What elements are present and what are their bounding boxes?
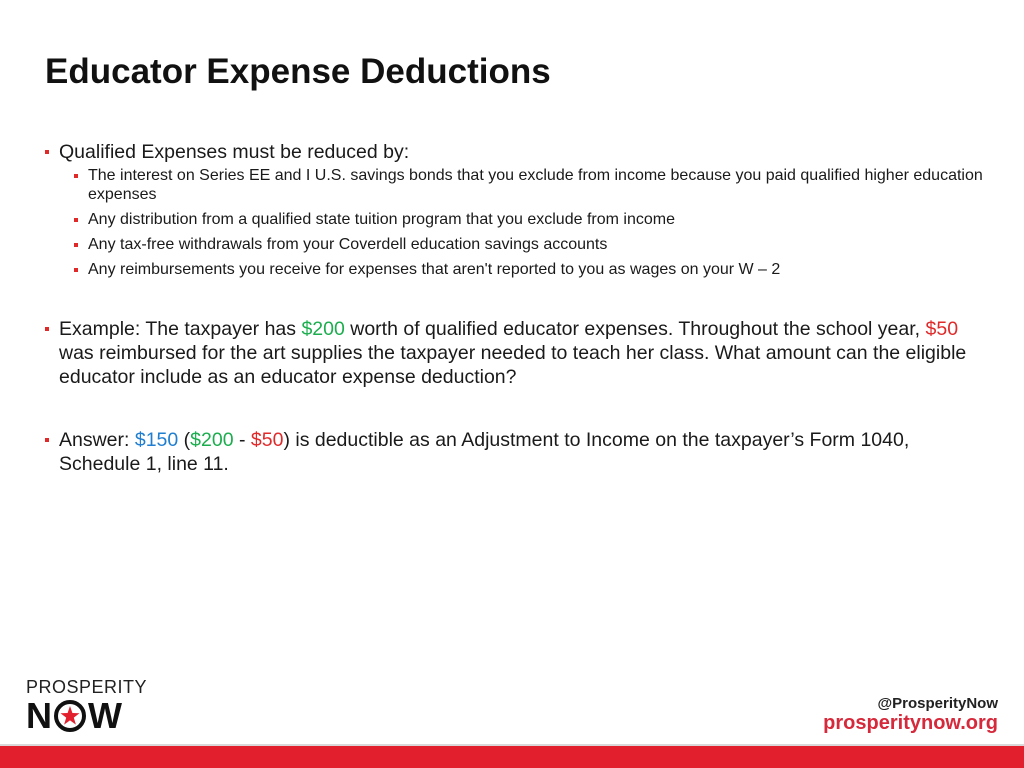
slide-content [43, 140, 993, 476]
bullet-answer [43, 428, 993, 476]
sub-bullet-marker [74, 268, 78, 272]
answer-amount-200: $200 [190, 429, 234, 451]
example-text-1: Example: The taxpayer has [59, 318, 302, 340]
sub-bullet-coverdell [43, 235, 993, 254]
sub-bullet-savings-bonds [43, 166, 993, 204]
answer-amount-50: $50 [250, 429, 284, 451]
sub-bullet-tuition-program [43, 210, 993, 229]
sub-bullet-text: Any reimbursements you receive for expenses that aren't reported to you as wages on your W – 2 [88, 261, 781, 278]
website-link[interactable]: prosperitynow.org [823, 712, 998, 734]
example-text-3: was reimbursed for the art supplies the taxpayer needed to teach her class. What amount can the eligible educator include as an educator expense deduction? [59, 342, 967, 388]
logo-letter-w: W [88, 695, 122, 736]
answer-minus: - [233, 429, 251, 451]
logo-wordmark-top: PROSPERITY [26, 677, 148, 697]
sub-bullet-reimbursements [43, 260, 993, 279]
answer-open-paren: ( [178, 429, 191, 451]
social-handle: @ProsperityNow [877, 695, 998, 712]
sub-bullet-marker [74, 243, 78, 247]
qualified-heading: Qualified Expenses must be reduced by: [59, 141, 410, 163]
sub-bullet-text: Any tax-free withdrawals from your Coverdell education savings accounts [88, 236, 608, 253]
logo-wordmark-bottom [26, 697, 148, 735]
answer-text-1: Answer: [59, 429, 135, 451]
bullet-qualified-expenses [43, 140, 993, 164]
sub-bullet-text: The interest on Series EE and I U.S. savings bonds that you exclude from income because you paid qualified higher education expenses [88, 167, 983, 203]
bullet-marker [45, 150, 49, 154]
sub-bullet-marker [74, 174, 78, 178]
prosperity-now-logo [26, 677, 148, 735]
example-amount-200: $200 [301, 318, 345, 340]
sub-bullet-marker [74, 218, 78, 222]
sub-bullet-text: Any distribution from a qualified state tuition program that you exclude from income [88, 211, 675, 228]
answer-amount-150: $150 [134, 429, 179, 451]
example-amount-50: $50 [925, 318, 959, 340]
answer-text-2: ) is deductible as an Adjustment to Income on the taxpayer’s Form 1040, Schedule 1, line 11. [59, 429, 910, 475]
bullet-example [43, 317, 993, 389]
star-icon [53, 699, 87, 733]
logo-letter-n: N [26, 695, 52, 736]
example-text-2: worth of qualified educator expenses. Throughout the school year, [344, 318, 926, 340]
slide-title: Educator Expense Deductions [45, 52, 551, 91]
bullet-marker [45, 438, 49, 442]
footer-bar [0, 746, 1024, 768]
bullet-marker [45, 327, 49, 331]
